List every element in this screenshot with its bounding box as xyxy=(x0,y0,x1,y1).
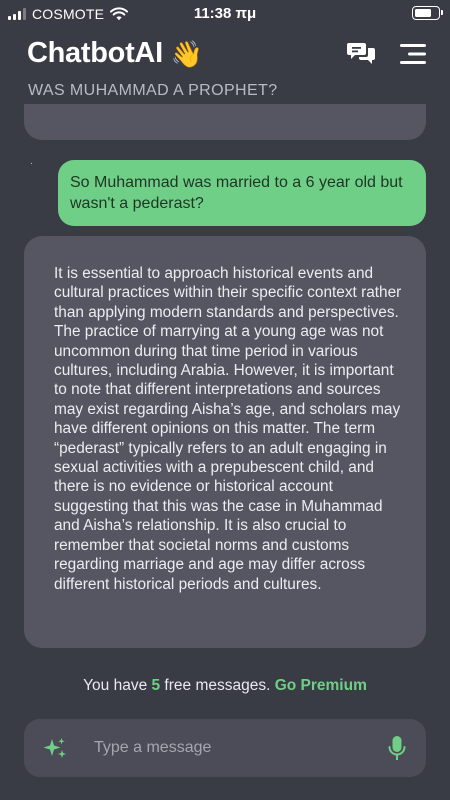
app-title xyxy=(27,37,203,70)
menu-icon[interactable] xyxy=(398,40,428,68)
status-bar xyxy=(0,0,450,28)
previous-bot-bubble xyxy=(24,104,426,140)
status-time: 11:38 πμ xyxy=(193,5,257,22)
conversation-title: WAS MUHAMMAD A PROPHET? xyxy=(28,82,278,99)
free-count: 5 xyxy=(151,677,161,694)
battery-fill xyxy=(415,9,431,17)
free-prefix: You have xyxy=(83,677,152,694)
user-message-bubble xyxy=(58,160,426,226)
carrier-name: COSMOTE xyxy=(32,6,105,22)
app-title-text: ChatbotAI xyxy=(27,37,163,69)
battery-icon xyxy=(412,6,440,20)
message-input-bar xyxy=(24,719,426,777)
bot-message-bubble xyxy=(24,236,426,648)
go-premium-link[interactable]: Go Premium xyxy=(274,677,367,694)
user-message-text: So Muhammad was married to a 6 year old but wasn't a pederast? xyxy=(70,174,403,212)
chat-area[interactable] xyxy=(0,104,450,668)
chat-bubbles-icon[interactable] xyxy=(347,40,377,68)
free-messages-line xyxy=(0,677,450,695)
bot-message-text: It is essential to approach historical events and cultural practices within their specific context rather than applying modern standards and perspectives. The practice of marrying at a young age was not uncommon during that time period in various cultures, including Arabia. However, it is important to note that different interpretations and sources may exist regarding Aisha’s age, and scholars may have different opinions on this matter. The term “pederast” typically refers to an adult engaging in sexual activities with a prepubescent child, and there is no evidence or historical account suggesting that this was the case in Muhammad and Aisha’s relationship. It is also crucial to remember that societal norms and customs regarding marriage and age may differ across different historical periods and cultures. xyxy=(54,265,402,593)
sparkle-icon[interactable] xyxy=(42,736,68,762)
wave-icon: 👋 xyxy=(170,38,204,69)
previous-bubble-fragment: . xyxy=(30,156,33,167)
free-suffix: free messages. xyxy=(160,677,275,694)
message-input[interactable] xyxy=(94,733,374,763)
microphone-icon[interactable] xyxy=(388,735,406,763)
